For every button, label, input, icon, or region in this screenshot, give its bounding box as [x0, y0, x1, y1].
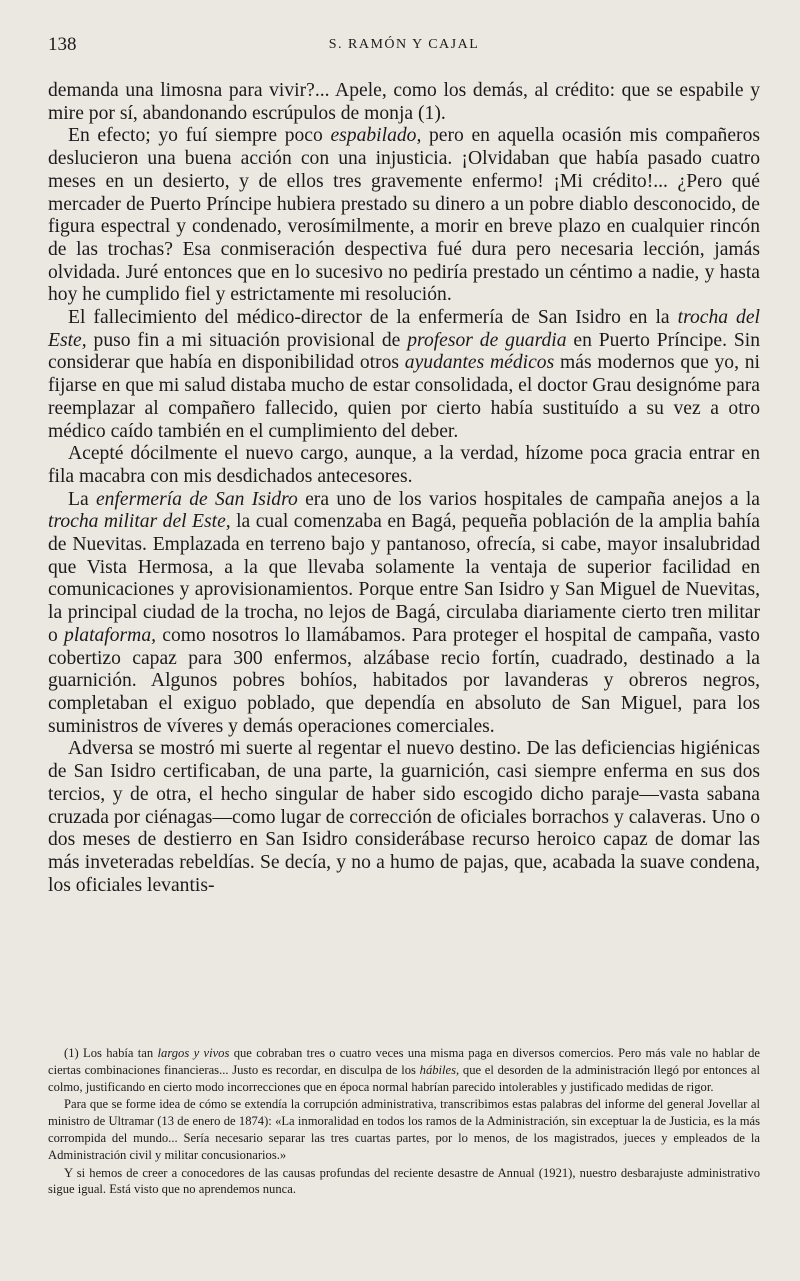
page-header — [48, 34, 760, 58]
paragraph — [48, 489, 760, 739]
text-run: (1) Los había tan — [64, 1046, 158, 1060]
text-run: en Puerto Príncipe. Sin considerar que había en disponibilidad otros — [48, 329, 761, 374]
italic-text: largos y vivos — [157, 1046, 230, 1060]
paragraph — [48, 443, 760, 488]
italic-text: trocha del Este, — [48, 307, 760, 351]
paragraph — [48, 80, 760, 125]
italic-text: ayudantes médicos — [404, 352, 555, 374]
text-run: Acepté dócilmente el nuevo cargo, aunque, a la verdad, hízome poca gracia entrar en fila macabra con mis desdichados antecesores. — [48, 443, 760, 487]
text-run: Adversa se mostró mi suerte al regentar el nuevo destino. De las deficiencias higiénicas de San Isidro certificaban, de una parte, la guarnición, casi siempre enferma en sus dos tercios, y de otra, el hecho singular de haber sido escogido dicho paraje—vasta sabana cruzada por ciénagas—como lugar de corrección de oficiales borrachos y calaveras. Uno o dos meses de destierro en San Isidro considerábase recurso heroico capaz de domar las más inveteradas rebeldías. Se decía, y no a humo de pajas, que, acabada la suave condena, los oficiales levantis- — [48, 738, 760, 896]
text-run: puso fin a mi situación provisional de — [86, 329, 408, 351]
text-run: era uno de los varios hospitales de campaña anejos a la — [297, 488, 760, 510]
text-run: que el desorden de la administración llegó por entonces al colmo, justificando en cierto modo incorrecciones que en época normal habrían parecido intolerables y justificado medidas de rigor. — [48, 1062, 761, 1094]
paragraph — [48, 738, 760, 897]
text-run: que cobraban tres o cuatro veces una misma paga en diversos comercios. Pero más vale no hablar de ciertas combinaciones financieras... Justo es recordar, en disculpa de los — [48, 1046, 761, 1077]
footnote — [48, 1045, 760, 1095]
text-run: la cual comenzaba en Bagá, pequeña población de la amplia bahía de Nuevitas. Emplazada en terreno bajo y pantanoso, ofrecía, si cabe, mayor insalubridad que Vista Hermosa, a la que llevaba solamente la ventaja de superior facilidad en comunicaciones y aprovisionamientos. Porque entre San Isidro y San Miguel de Nuevitas, la principal ciudad de la trocha, no lejos de Bagá, circulaba diariamente cierto tren militar o — [48, 511, 760, 646]
text-run: Para que se forme idea de cómo se extendía la corrupción administrativa, transcribimos estas palabras del informe del general Jovellar al ministro de Ultramar (13 de enero de 1874): «La inmoralidad en todos los ramos de la Administración, sin exceptuar la de Justicia, es la más corrompida del mundo... Sería necesario separar las tres cuartas partes, por lo menos, de los magistrados, jueces y empleados de la Administración civil y militar concusionarios.» — [48, 1097, 760, 1162]
text-run: pero en aquella ocasión mis compañeros deslucieron una buena acción con una injusticia. ¡Olvidaban que había pasado cuatro meses en un desierto, y de ellos tres gravemente enfermo! ¡Mi crédito!... ¿Pero qué mercader de Puerto Príncipe hubiera prestado su dinero a un pobre diablo desconocido, de figura espectral y condenado, verosímilmente, a morir en breve plazo en cualquier rincón de las trochas? Esa conmiseración despectiva fué dura pero necesaria lección, jamás olvidada. Juré entonces que en lo sucesivo no pediría prestado un céntimo a nadie, y hasta hoy he cumplido fiel y estrictamente mi resolución. — [48, 125, 760, 306]
text-run: más modernos que yo, ni fijarse en que mi salud distaba mucho de estar consolidada, el doctor Grau designóme para reemplazar al compañero fallecido, quien por cierto había sustituído a su vez a otro médico caído también en el cumplimiento del deber. — [48, 352, 760, 442]
paragraph — [48, 125, 760, 307]
italic-text: enfermería de San Isidro — [95, 488, 298, 510]
text-run: Y si hemos de creer a conocedores de las causas profundas del reciente desastre de Annual (1921), nuestro desbarajuste administrativo sigue igual. Está visto que no aprendemos nunca. — [48, 1165, 760, 1197]
footnote — [48, 1096, 760, 1163]
page-number: 138 — [48, 34, 77, 55]
running-title: S. RAMÓN Y CAJAL — [328, 37, 480, 52]
text-run: El fallecimiento del médico-director de la enfermería de San Isidro en la — [68, 307, 678, 329]
paragraph — [48, 307, 760, 443]
footnote — [48, 1165, 760, 1199]
italic-text: hábiles, — [419, 1062, 460, 1077]
italic-text: plataforma, — [64, 624, 157, 646]
text-run: demanda una limosna para vivir?... Apele, como los demás, al crédito: que se espabile y mire por sí, abandonando escrúpulos de monja (1). — [48, 80, 760, 124]
footnotes — [48, 1045, 760, 1198]
main-text — [48, 80, 760, 897]
italic-text: espabilado, — [330, 125, 422, 147]
italic-text: trocha militar del Este, — [48, 511, 231, 533]
text-run: En efecto; yo fuí siempre poco — [68, 125, 331, 147]
text-run: como nosotros lo llamábamos. Para proteger el hospital de campaña, vasto cobertizo capaz para 300 enfermos, alzábase recio fortín, cuadrado, destinado a la guarnición. Algunos pobres bohíos, habitados por lavanderas y obreros negros, completaban el exiguo poblado, que dependía en absoluto de San Miguel, para los suministros de víveres y demás operaciones comerciales. — [48, 624, 760, 737]
text-run: La — [68, 488, 96, 510]
italic-text: profesor de guardia — [407, 329, 567, 351]
